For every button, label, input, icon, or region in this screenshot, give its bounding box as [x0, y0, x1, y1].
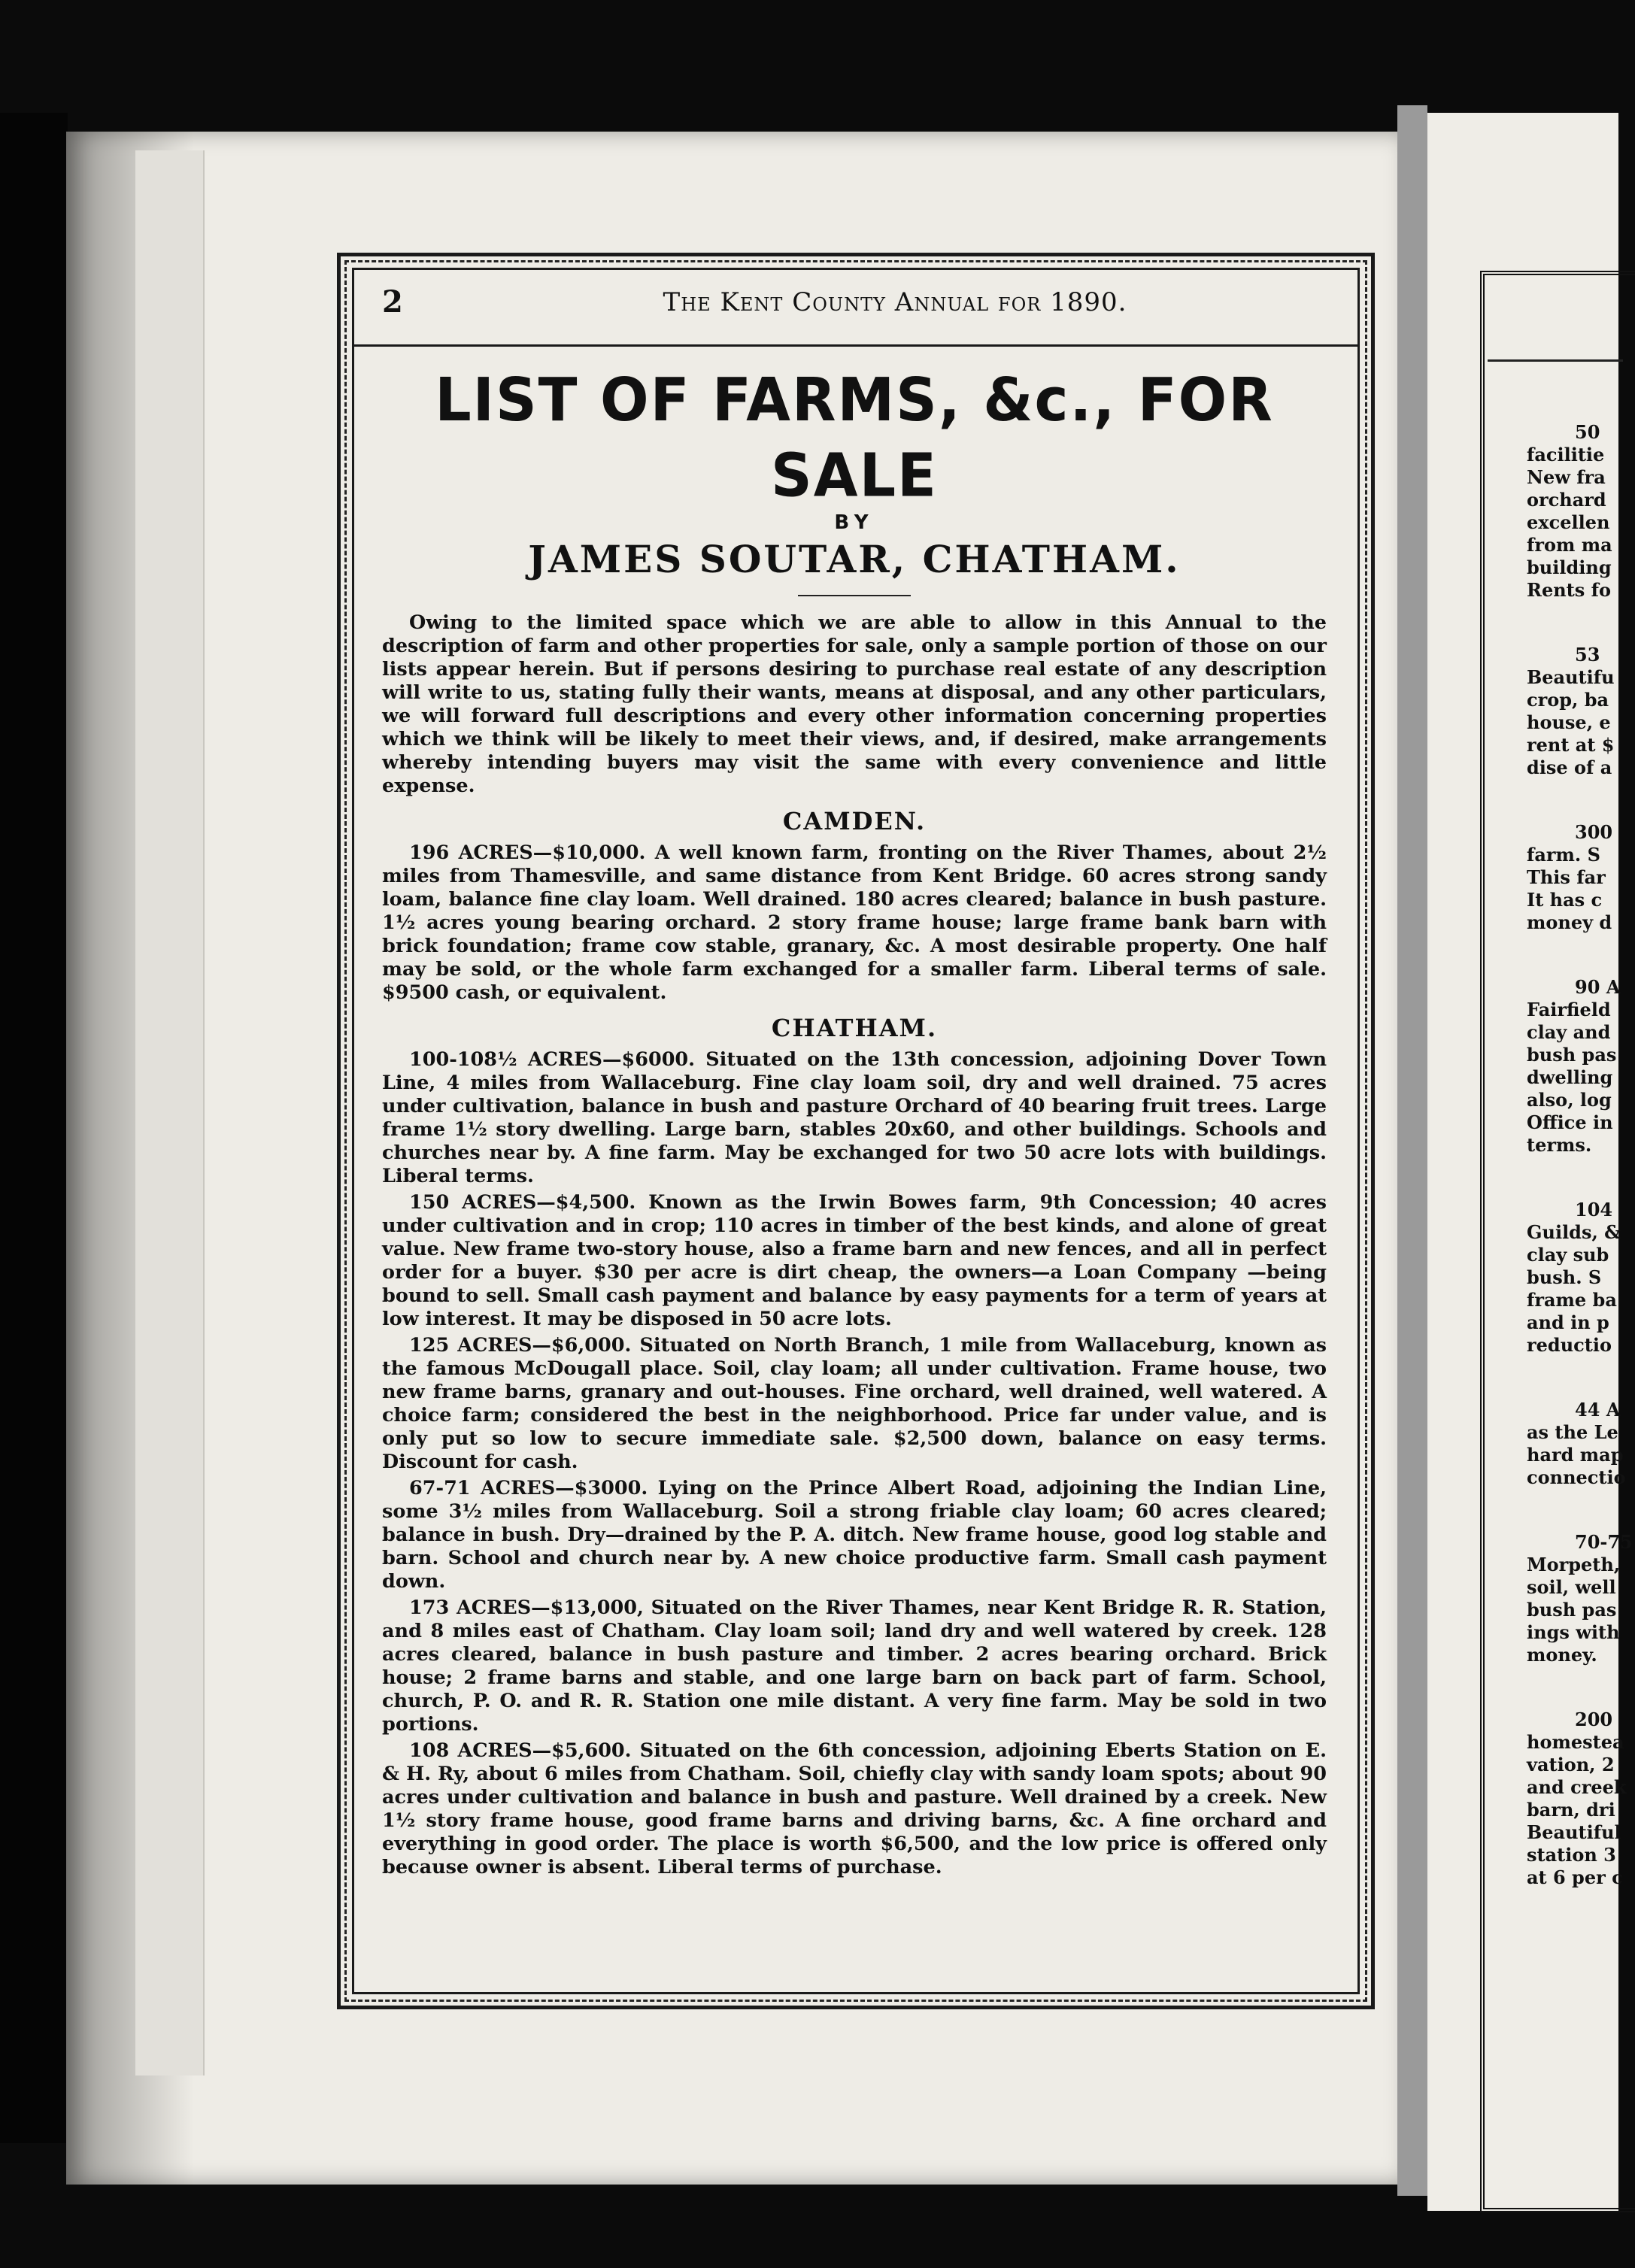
right-page-fragment-line: 90 A [1575, 976, 1621, 998]
right-page-text-fragments [1527, 421, 1633, 2181]
scan-background [0, 113, 68, 2143]
right-page-fragment-line: money d [1527, 911, 1612, 933]
right-page-fragment-line: and in p [1527, 1311, 1609, 1333]
right-page-fragment-line: clay sub [1527, 1244, 1609, 1266]
book-gutter [1397, 105, 1427, 2196]
listing: 67-71 ACRES—$3000. Lying on the Prince Albert Road, adjoining the Indian Line, some 3½ miles from Wallaceburg. Soil a strong friable clay loam; 60 acres cleared; balance in bush. Dry—drained by the P. A. ditch. New frame house, good log stable and barn. School and church near by. A new choice productive farm. Small cash payment down. [382, 1477, 1327, 1593]
right-page-fragment-line: crop, ba [1527, 689, 1609, 711]
right-page-fragment-group [1527, 1531, 1633, 1666]
right-page-fragment-line: from ma [1527, 534, 1612, 556]
right-page-fragment-line: ings with [1527, 1621, 1620, 1643]
page-content [382, 361, 1327, 1879]
right-page-header-rule [1488, 277, 1623, 362]
by-line: BY [834, 511, 875, 534]
section-heading-camden: CAMDEN. [782, 807, 927, 835]
intro-paragraph: Owing to the limited space which we are able to allow in this Annual to the description of farm and other properties for sale, only a sample portion of those on our lists appear herein. But if persons desiring to purchase real estate of any description will write to us, stating fully their wants, means at disposal, and any other particulars, we will forward full descriptions and every other information concerning properties which we think will be likely to meet their views, and, if desired, make arrangements whereby intending buyers may visit the same with every convenience and little expense. [382, 611, 1327, 797]
right-page-fragment-line: Rents fo [1527, 579, 1611, 601]
right-page-fragment-line: house, e [1527, 711, 1611, 733]
right-page-fragment-line: frame ba [1527, 1289, 1617, 1311]
right-page-fragment-line: 104 [1575, 1199, 1613, 1220]
right-page-fragment-line: rent at $ [1527, 734, 1615, 756]
right-page-fragment-group [1527, 1199, 1620, 1357]
right-page-fragment-line: money. [1527, 1644, 1597, 1666]
right-page-fragment-line: New fra [1527, 466, 1606, 488]
right-page-fragment-line: vation, 2 [1527, 1754, 1615, 1775]
section-heading-chatham: CHATHAM. [771, 1014, 938, 1042]
right-page-fragment-line: bush pas [1527, 1044, 1617, 1066]
listing: 173 ACRES—$13,000, Situated on the River Thames, near Kent Bridge R. R. Station, and 8 miles east of Chatham. Clay loam soil; land dry and well watered by creek. 128 acres cleared, balance in bush pasture and timber. 2 acres bearing orchard. Brick house; 2 frame barns and stable, and one large barn on back part of farm. School, church, P. O. and R. R. Station one mile distant. A very fine farm. May be sold in two portions. [382, 1596, 1327, 1736]
right-page-fragment-line: Beautiful [1527, 1821, 1621, 1843]
right-page-fragment-line: Fairfield [1527, 999, 1611, 1020]
header-rule [353, 344, 1358, 347]
right-page-fragment-line: soil, well [1527, 1576, 1616, 1598]
right-page-fragment-line: reductio [1527, 1334, 1612, 1356]
right-page-fragment-line: 300 [1575, 821, 1613, 843]
right-page-fragment-line: terms. [1527, 1134, 1592, 1156]
right-page-fragment-group [1527, 976, 1620, 1157]
right-page-fragment-line: Guilds, & [1527, 1221, 1621, 1243]
listing: 150 ACRES—$4,500. Known as the Irwin Bowes farm, 9th Concession; 40 acres under cultivation and in crop; 110 acres in timber of the best kinds, and alone of great value. New frame two-story house, also a frame barn and new fences, and all in perfect order for a buyer. $30 per acre is dirt cheap, the owners—a Loan Company —being bound to sell. Small cash payment and balance by easy payments for a term of years at low interest. It may be disposed in 50 acre lots. [382, 1191, 1327, 1330]
right-page-fragment-line: bush pas [1527, 1599, 1617, 1621]
right-page-fragment-line: excellen [1527, 511, 1610, 533]
right-page-fragment-line: 200 [1575, 1709, 1613, 1730]
right-page-fragment-line: dwelling [1527, 1066, 1613, 1088]
right-page-fragment-line: hard map [1527, 1444, 1624, 1466]
right-page-fragment-line: barn, dri [1527, 1799, 1615, 1821]
right-page-fragment-line: orchard [1527, 489, 1606, 511]
right-page-fragment-line: Morpeth, [1527, 1554, 1621, 1575]
right-page-fragment-line: homestea [1527, 1731, 1624, 1753]
right-page-fragment-line: Office in [1527, 1111, 1613, 1133]
right-page-fragment-line: also, log [1527, 1089, 1612, 1111]
right-page-fragment-group [1527, 644, 1620, 779]
right-page-fragment-line: This far [1527, 866, 1606, 888]
advertisement-title: LIST OF FARMS, &c., FOR SALE [435, 364, 1274, 511]
right-page-fragment-group [1527, 1399, 1626, 1489]
listing: 108 ACRES—$5,600. Situated on the 6th concession, adjoining Eberts Station on E. & H. Ry, about 6 miles from Chatham. Soil, chiefly clay with sandy loam spots; about 90 acres under cultivation and balance in bush and pasture. Well drained by a creek. New 1½ story frame house, good frame barns and driving barns, &c. A fine orchard and everything in good order. The place is worth $6,500, and the low price is offered only because owner is absent. Liberal terms of purchase. [382, 1739, 1327, 1878]
right-page-fragment-line: bush. S [1527, 1266, 1602, 1288]
title-divider [798, 595, 911, 596]
right-page-fragment-line: 50 [1575, 421, 1600, 443]
right-page-fragment-line: Beautifu [1527, 666, 1615, 688]
right-page-fragment-line: building [1527, 556, 1612, 578]
right-page-fragment-line: It has c [1527, 889, 1603, 911]
right-page-fragment-line: station 3 [1527, 1844, 1616, 1866]
listing: 125 ACRES—$6,000. Situated on North Branch, 1 mile from Wallaceburg, known as the famous McDougall place. Soil, clay loam; all under cultivation. Frame house, two new frame barns, granary and out-houses. Fine orchard, well drained, well watered. A choice farm; considered the best in the neighborhood. Price far under value, and is only put so low to secure immediate sale. $2,500 down, balance on easy terms. Discount for cash. [382, 1334, 1327, 1473]
page-number: 2 [382, 284, 403, 320]
right-page-fragment-group [1527, 421, 1620, 602]
running-head: The Kent County Annual for 1890. [663, 287, 1127, 317]
listing: 196 ACRES—$10,000. A well known farm, fronting on the River Thames, about 2½ miles from Thamesville, and same distance from Kent Bridge. 60 acres strong sandy loam, balance fine clay loam. Well drained. 180 acres cleared; balance in bush pasture. 1½ acres young bearing orchard. 2 story frame house; large frame bank barn with brick foundation; frame cow stable, granary, &c. A most desirable property. One half may be sold, or the whole farm exchanged for a smaller farm. Liberal terms of sale. $9500 cash, or equivalent. [382, 841, 1327, 1004]
right-page-fragment-line: 53 [1575, 644, 1600, 666]
right-page-fragment-line: connectio [1527, 1466, 1626, 1488]
page-edge [135, 150, 205, 2075]
right-page-fragment-line: dise of a [1527, 757, 1612, 778]
right-page-fragment-group [1527, 1709, 1627, 1889]
right-page-fragment-group [1527, 821, 1620, 934]
right-page-fragment-line: at 6 per c [1527, 1866, 1623, 1888]
right-page-fragment-line: facilitie [1527, 444, 1605, 465]
right-page-fragment-line: farm. S [1527, 844, 1600, 866]
right-page-fragment-line: and creek [1527, 1776, 1627, 1798]
right-page-fragment-line: 44 A [1575, 1399, 1621, 1421]
right-page-fragment-line: as the Le [1527, 1421, 1618, 1443]
right-page-fragment-line: 70-75 [1575, 1531, 1633, 1553]
right-page-fragment-line: clay and [1527, 1021, 1611, 1043]
firm-name: JAMES SOUTAR, CHATHAM. [528, 537, 1181, 581]
listing: 100-108½ ACRES—$6000. Situated on the 13th concession, adjoining Dover Town Line, 4 miles from Wallaceburg. Fine clay loam soil, dry and well drained. 75 acres under cultivation, balance in bush and pasture Orchard of 40 bearing fruit trees. Large frame 1½ story dwelling. Large barn, stables 20x60, and other buildings. Schools and churches near by. A fine farm. May be exchanged for two 50 acre lots with buildings. Liberal terms. [382, 1048, 1327, 1187]
